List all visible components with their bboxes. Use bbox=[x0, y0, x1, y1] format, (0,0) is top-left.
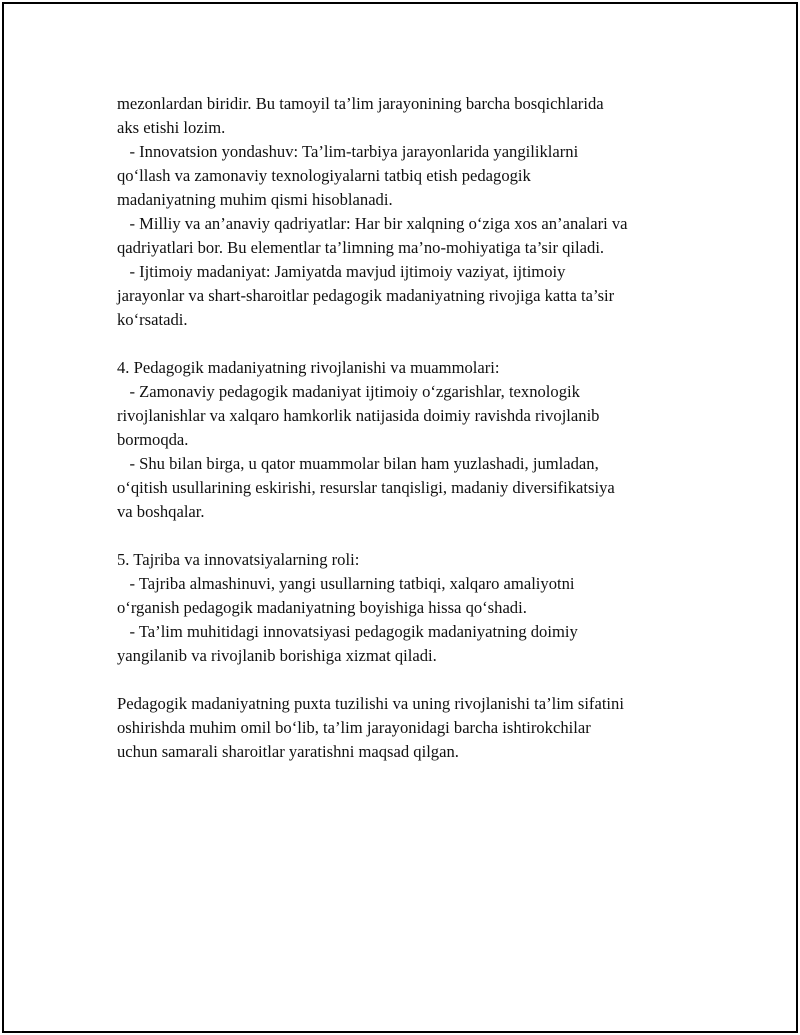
text-line: - Ijtimoiy madaniyat: Jamiyatda mavjud ijtimoiy vaziyat, ijtimoiy bbox=[117, 262, 566, 281]
text-line: - Shu bilan birga, u qator muammolar bilan ham yuzlashadi, jumladan, bbox=[117, 454, 599, 473]
section-4-bullet bbox=[117, 452, 697, 524]
text-line: mezonlardan biridir. Bu tamoyil ta’lim jarayonining barcha bosqichlarida bbox=[117, 94, 604, 113]
section-5-bullet bbox=[117, 572, 697, 620]
text-line: va boshqalar. bbox=[117, 502, 205, 521]
text-line: Pedagogik madaniyatning puxta tuzilishi va uning rivojlanishi ta’lim sifatini bbox=[117, 694, 624, 713]
bullet-ijtimoiy-madaniyat bbox=[117, 260, 697, 332]
text-line: yangilanib va rivojlanib borishiga xizmat qiladi. bbox=[117, 646, 437, 665]
text-line: qo‘llash va zamonaviy texnologiyalarni tatbiq etish pedagogik bbox=[117, 166, 531, 185]
bullet-innovatsion-yondashuv bbox=[117, 140, 697, 212]
paragraph-spacer bbox=[117, 524, 697, 548]
text-line: jarayonlar va shart-sharoitlar pedagogik madaniyatning rivojiga katta ta’sir bbox=[117, 286, 615, 305]
section-heading: 5. Tajriba va innovatsiyalarning roli: bbox=[117, 550, 360, 569]
text-line: - Innovatsion yondashuv: Ta’lim-tarbiya jarayonlarida yangiliklarni bbox=[117, 142, 579, 161]
paragraph-spacer bbox=[117, 668, 697, 692]
text-line: - Milliy va an’anaviy qadriyatlar: Har bir xalqning o‘ziga xos an’analari va bbox=[117, 214, 628, 233]
intro-paragraph bbox=[117, 92, 697, 140]
paragraph-spacer bbox=[117, 332, 697, 356]
text-line: rivojlanishlar va xalqaro hamkorlik natijasida doimiy ravishda rivojlanib bbox=[117, 406, 600, 425]
section-5 bbox=[117, 548, 697, 668]
text-line: aks etishi lozim. bbox=[117, 118, 226, 137]
text-line: - Zamonaviy pedagogik madaniyat ijtimoiy o‘zgarishlar, texnologik bbox=[117, 382, 580, 401]
text-line: ko‘rsatadi. bbox=[117, 310, 188, 329]
text-line: uchun samarali sharoitlar yaratishni maqsad qilgan. bbox=[117, 742, 459, 761]
text-line: qadriyatlari bor. Bu elementlar ta’limning ma’no-mohiyatiga ta’sir qiladi. bbox=[117, 238, 605, 257]
section-heading: 4. Pedagogik madaniyatning rivojlanishi va muammolari: bbox=[117, 358, 500, 377]
text-line: - Tajriba almashinuvi, yangi usullarning tatbiqi, xalqaro amaliyotni bbox=[117, 574, 575, 593]
text-line: oshirishda muhim omil bo‘lib, ta’lim jarayonidagi barcha ishtirokchilar bbox=[117, 718, 591, 737]
text-line: madaniyatning muhim qismi hisoblanadi. bbox=[117, 190, 393, 209]
section-4 bbox=[117, 356, 697, 524]
text-line: o‘qitish usullarining eskirishi, resurslar tanqisligi, madaniy diversifikatsiya bbox=[117, 478, 615, 497]
section-4-bullet bbox=[117, 380, 697, 452]
text-line: bormoqda. bbox=[117, 430, 189, 449]
text-line: o‘rganish pedagogik madaniyatning boyishiga hissa qo‘shadi. bbox=[117, 598, 527, 617]
document-body bbox=[117, 92, 697, 764]
text-line: - Ta’lim muhitidagi innovatsiyasi pedagogik madaniyatning doimiy bbox=[117, 622, 578, 641]
conclusion-paragraph bbox=[117, 692, 697, 764]
bullet-milliy-qadriyatlar bbox=[117, 212, 697, 260]
section-5-bullet bbox=[117, 620, 697, 668]
